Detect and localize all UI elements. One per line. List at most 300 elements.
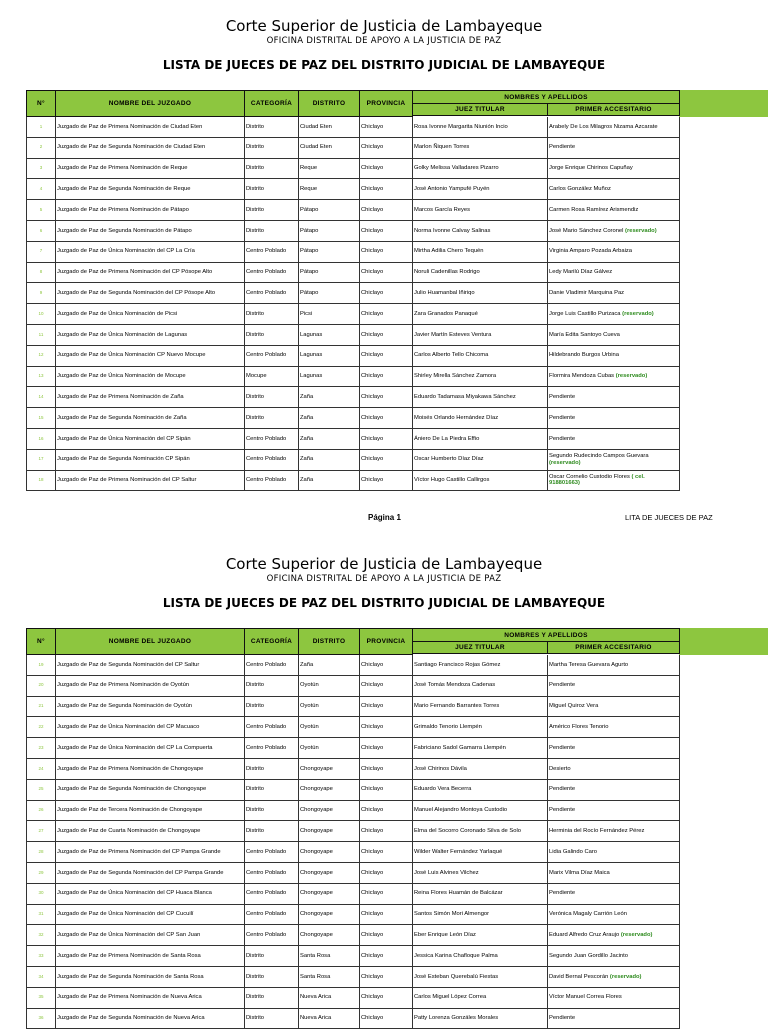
cell-number <box>26 842 56 863</box>
cell-district-text: Oyotún <box>300 703 319 710</box>
cell-court <box>55 471 245 492</box>
cell-district <box>298 450 360 471</box>
cell-category-text: Distrito <box>246 952 265 959</box>
cell-judge-text: José Tomás Mendoza Cadenas <box>414 682 496 689</box>
cell-accesitario <box>547 429 680 450</box>
cell-category-text: Distrito <box>246 703 265 710</box>
cell-court-text: Juzgado de Paz de Segunda Nominación de Nueva Arica <box>57 1015 205 1022</box>
cell-judge <box>412 738 548 759</box>
cell-judge-text: José Chirinos Dávila <box>414 765 467 772</box>
cell-number <box>26 346 56 367</box>
cell-judge-text: Reina Flores Huamán de Balcázar <box>414 890 503 897</box>
cell-category-text: Distrito <box>246 828 265 835</box>
cell-province-text: Chiclayo <box>361 828 384 835</box>
cell-number <box>26 925 56 946</box>
cell-court-text: Juzgado de Paz de Única Nominación del CP La Compuerta <box>57 744 213 751</box>
cell-district-text: Chongoyape <box>300 890 333 897</box>
cell-number-text: 32 <box>38 932 44 938</box>
cell-province <box>359 780 413 801</box>
cell-court <box>55 325 245 346</box>
cell-accesitario-text: Eduard Alfredo Cruz Araujo <box>549 932 620 939</box>
cell-province <box>359 408 413 429</box>
cell-accesitario <box>547 697 680 718</box>
col-province: PROVINCIA <box>359 90 413 117</box>
cell-court-text: Juzgado de Paz de Única Nominación del CP La Cría <box>57 248 195 255</box>
cell-category-text: Centro Poblado <box>246 477 287 484</box>
cell-court <box>55 925 245 946</box>
table-row <box>26 221 680 242</box>
cell-court-text: Juzgado de Paz de Primera Nominación del CP Pampa Grande <box>57 848 221 855</box>
cell-district-text: Oyotún <box>300 724 319 731</box>
table-row <box>26 367 680 388</box>
cell-accesitario-text: Oscar Cornelio Custodio Flores <box>549 473 630 480</box>
cell-accesitario <box>547 925 680 946</box>
cell-court <box>55 346 245 367</box>
cell-accesitario-text: Jorge Enrique Chirinos Capuñay <box>549 165 633 172</box>
cell-accesitario-text: Flormira Mendoza Cubas <box>549 373 615 380</box>
cell-number <box>26 408 56 429</box>
table-row <box>26 676 680 697</box>
cell-court-text: Juzgado de Paz de Segunda Nominación del CP Pósope Alto <box>57 290 216 297</box>
col-number: N° <box>26 628 56 655</box>
table-row <box>26 263 680 284</box>
cell-court <box>55 676 245 697</box>
cell-judge <box>412 905 548 926</box>
cell-province <box>359 325 413 346</box>
cell-province-text: Chiclayo <box>361 206 384 213</box>
cell-district-text: Oyotún <box>300 682 319 689</box>
cell-district <box>298 429 360 450</box>
cell-court <box>55 988 245 1009</box>
cell-court <box>55 159 245 180</box>
table-row <box>26 138 680 159</box>
cell-district-text: Lagunas <box>300 352 323 359</box>
cell-district-text: Ciudad Eten <box>300 144 332 151</box>
cell-category-text: Centro Poblado <box>246 744 287 751</box>
cell-court-text: Juzgado de Paz de Primera Nominación de Ciudad Eten <box>57 123 203 130</box>
header-band <box>679 628 768 655</box>
cell-accesitario-text: José Mario Sánchez Coronel <box>549 227 624 234</box>
cell-accesitario-text: Lidia Galindo Caro <box>549 848 598 855</box>
cell-number <box>26 179 56 200</box>
cell-province-text: Chiclayo <box>361 352 384 359</box>
reserved-note: (reservado) <box>608 973 642 980</box>
cell-district-text: Nueva Arica <box>300 1015 332 1022</box>
cell-judge-text: Carlos Miguel López Correa <box>414 994 487 1001</box>
cell-judge <box>412 242 548 263</box>
cell-number-text: 17 <box>38 456 44 462</box>
cell-number-text: 36 <box>38 1015 44 1021</box>
cell-province-text: Chiclayo <box>361 373 384 380</box>
cell-province <box>359 863 413 884</box>
table-row <box>26 304 680 325</box>
cell-number <box>26 821 56 842</box>
cell-accesitario-text: Segundo Rudecindo Campos Guevara <box>549 453 649 460</box>
table-row <box>26 655 680 676</box>
col-district: DISTRITO <box>298 628 360 655</box>
cell-category-text: Centro Poblado <box>246 269 287 276</box>
cell-judge-text: Marlon Ñiquen Torres <box>414 144 470 151</box>
cell-court-text: Juzgado de Paz de Única Nominación del CP Sipán <box>57 435 191 442</box>
cell-province <box>359 905 413 926</box>
cell-category <box>244 801 299 822</box>
cell-number-text: 21 <box>38 703 44 709</box>
cell-number <box>26 905 56 926</box>
cell-district <box>298 387 360 408</box>
cell-province <box>359 884 413 905</box>
cell-judge <box>412 304 548 325</box>
cell-judge-text: Patty Lorenza Gonzáles Morales <box>414 1015 499 1022</box>
cell-number <box>26 738 56 759</box>
cell-province-text: Chiclayo <box>361 661 384 668</box>
cell-court <box>55 780 245 801</box>
cell-province-text: Chiclayo <box>361 248 384 255</box>
cell-province-text: Chiclayo <box>361 724 384 731</box>
cell-accesitario <box>547 946 680 967</box>
cell-district-text: Zaña <box>300 661 314 668</box>
cell-court <box>55 655 245 676</box>
cell-district-text: Nueva Arica <box>300 994 332 1001</box>
cell-district <box>298 967 360 988</box>
cell-district <box>298 408 360 429</box>
cell-court <box>55 138 245 159</box>
cell-province <box>359 821 413 842</box>
cell-judge <box>412 200 548 221</box>
cell-category-text: Distrito <box>246 414 265 421</box>
cell-court <box>55 738 245 759</box>
cell-province-text: Chiclayo <box>361 869 384 876</box>
cell-court <box>55 884 245 905</box>
cell-accesitario <box>547 759 680 780</box>
cell-court-text: Juzgado de Paz de Segunda Nominación del CP Pampa Grande <box>57 869 224 876</box>
cell-court-text: Juzgado de Paz de Primera Nominación del CP Pósope Alto <box>57 269 213 276</box>
cell-accesitario-text: María Edita Santoyo Cueva <box>549 331 620 338</box>
cell-category <box>244 387 299 408</box>
cell-district-text: Pátapo <box>300 248 319 255</box>
cell-number-text: 11 <box>38 331 44 337</box>
table-row <box>26 408 680 429</box>
cell-province <box>359 471 413 492</box>
cell-number-text: 10 <box>38 310 44 316</box>
cell-judge-text: Eduardo Vera Becerra <box>414 786 472 793</box>
cell-district-text: Ciudad Eten <box>300 123 332 130</box>
cell-court-text: Juzgado de Paz de Segunda Nominación de Reque <box>57 186 191 193</box>
cell-district <box>298 946 360 967</box>
table-row <box>26 387 680 408</box>
cell-number <box>26 117 56 138</box>
col-judge: JUEZ TITULAR <box>412 103 548 116</box>
cell-category <box>244 988 299 1009</box>
cell-number-text: 19 <box>38 661 44 667</box>
table-row <box>26 346 680 367</box>
cell-district <box>298 988 360 1009</box>
header-band <box>679 90 768 117</box>
cell-court-text: Juzgado de Paz de Única Nominación de Picsi <box>57 310 178 317</box>
cell-province <box>359 967 413 988</box>
cell-court <box>55 697 245 718</box>
cell-category-text: Centro Poblado <box>246 890 287 897</box>
cell-district-text: Chongoyape <box>300 932 333 939</box>
table-row <box>26 946 680 967</box>
table-row <box>26 179 680 200</box>
cell-province-text: Chiclayo <box>361 435 384 442</box>
cell-category <box>244 304 299 325</box>
cell-district-text: Lagunas <box>300 331 323 338</box>
cell-district-text: Oyotún <box>300 744 319 751</box>
cell-judge <box>412 117 548 138</box>
cell-judge <box>412 925 548 946</box>
cell-category <box>244 242 299 263</box>
cell-court <box>55 801 245 822</box>
cell-accesitario-text: Hildebrando Burgos Urbina <box>549 352 619 359</box>
cell-district <box>298 242 360 263</box>
cell-district <box>298 304 360 325</box>
col-category: CATEGORÍA <box>244 90 299 117</box>
cell-court <box>55 905 245 926</box>
col-names: NOMBRES Y APELLIDOS <box>412 90 680 103</box>
cell-category <box>244 138 299 159</box>
cell-category-text: Distrito <box>246 165 265 172</box>
cell-judge-text: Grimaldo Tenorio Llempén <box>414 724 482 731</box>
cell-province-text: Chiclayo <box>361 703 384 710</box>
cell-district-text: Zaña <box>300 394 314 401</box>
cell-district <box>298 1009 360 1029</box>
cell-category-text: Distrito <box>246 786 265 793</box>
cell-district-text: Chongoyape <box>300 807 333 814</box>
cell-district-text: Santa Rosa <box>300 952 331 959</box>
cell-number <box>26 1009 56 1029</box>
cell-accesitario <box>547 367 680 388</box>
cell-category <box>244 117 299 138</box>
cell-category-text: Centro Poblado <box>246 911 287 918</box>
cell-category-text: Centro Poblado <box>246 435 287 442</box>
cell-accesitario-text: Marix Vilma Díaz Maica <box>549 869 610 876</box>
cell-judge-text: Eduardo Tadamasa Miyakawa Sánchez <box>414 394 516 401</box>
cell-accesitario-text: Pendiente <box>549 435 576 442</box>
col-province: PROVINCIA <box>359 628 413 655</box>
cell-province <box>359 1009 413 1029</box>
list-title: LISTA DE JUECES DE PAZ DEL DISTRITO JUDICIAL DE LAMBAYEQUE <box>162 58 606 72</box>
cell-judge <box>412 946 548 967</box>
cell-number <box>26 200 56 221</box>
cell-district-text: Picsi <box>300 310 313 317</box>
reserved-note: (reservado) <box>549 459 581 466</box>
cell-province-text: Chiclayo <box>361 744 384 751</box>
cell-province <box>359 738 413 759</box>
cell-court-text: Juzgado de Paz de Única Nominación de Lagunas <box>57 331 188 338</box>
cell-province-text: Chiclayo <box>361 414 384 421</box>
cell-province <box>359 367 413 388</box>
cell-province-text: Chiclayo <box>361 994 384 1001</box>
table-row <box>26 967 680 988</box>
list-title: LISTA DE JUECES DE PAZ DEL DISTRITO JUDICIAL DE LAMBAYEQUE <box>162 596 606 610</box>
cell-province-text: Chiclayo <box>361 394 384 401</box>
cell-number <box>26 717 56 738</box>
cell-province <box>359 801 413 822</box>
cell-category-text: Centro Poblado <box>246 848 287 855</box>
cell-number-text: 13 <box>38 373 44 379</box>
cell-province-text: Chiclayo <box>361 952 384 959</box>
cell-district <box>298 842 360 863</box>
cell-court <box>55 842 245 863</box>
cell-number <box>26 967 56 988</box>
court-title: Corte Superior de Justicia de Lambayeque <box>225 17 543 35</box>
cell-accesitario-text: Pendiente <box>549 394 576 401</box>
cell-category <box>244 842 299 863</box>
cell-court-text: Juzgado de Paz de Primera Nominación de Chongoyape <box>57 765 204 772</box>
cell-judge <box>412 138 548 159</box>
cell-court-text: Juzgado de Paz de Primera Nominación de Santa Rosa <box>57 952 201 959</box>
cell-accesitario <box>547 676 680 697</box>
cell-province-text: Chiclayo <box>361 290 384 297</box>
table-row <box>26 717 680 738</box>
cell-accesitario <box>547 988 680 1009</box>
cell-category-text: Centro Poblado <box>246 456 287 463</box>
cell-province <box>359 988 413 1009</box>
cell-court <box>55 304 245 325</box>
cell-province-text: Chiclayo <box>361 1015 384 1022</box>
cell-court <box>55 200 245 221</box>
cell-category-text: Centro Poblado <box>246 661 287 668</box>
table-row <box>26 738 680 759</box>
cell-court <box>55 408 245 429</box>
cell-accesitario <box>547 408 680 429</box>
col-accesitario: PRIMER ACCESITARIO <box>547 103 680 116</box>
cell-accesitario-text: Arabely De Los Milagros Nizama Azcarate <box>549 123 658 130</box>
cell-category <box>244 925 299 946</box>
cell-province <box>359 263 413 284</box>
cell-category-text: Distrito <box>246 807 265 814</box>
cell-province <box>359 697 413 718</box>
cell-accesitario <box>547 263 680 284</box>
cell-district <box>298 905 360 926</box>
cell-district-text: Pátapo <box>300 269 319 276</box>
cell-accesitario <box>547 325 680 346</box>
cell-province <box>359 842 413 863</box>
cell-court-text: Juzgado de Paz de Primera Nominación de Reque <box>57 165 188 172</box>
cell-province-text: Chiclayo <box>361 310 384 317</box>
cell-accesitario <box>547 801 680 822</box>
col-court: NOMBRE DEL JUZGADO <box>55 90 245 117</box>
cell-category-text: Distrito <box>246 682 265 689</box>
cell-court-text: Juzgado de Paz de Primera Nominación de Pátapo <box>57 206 189 213</box>
cell-category <box>244 263 299 284</box>
col-judge: JUEZ TITULAR <box>412 641 548 654</box>
cell-number <box>26 221 56 242</box>
cell-judge <box>412 988 548 1009</box>
cell-number-text: 27 <box>38 828 44 834</box>
cell-number <box>26 283 56 304</box>
cell-number-text: 30 <box>38 890 44 896</box>
cell-accesitario-text: Miguel Quiroz Vera <box>549 703 599 710</box>
cell-district-text: Chongoyape <box>300 765 333 772</box>
cell-province <box>359 179 413 200</box>
cell-province-text: Chiclayo <box>361 911 384 918</box>
table-row <box>26 471 680 492</box>
cell-number-text: 28 <box>38 848 44 854</box>
cell-district <box>298 676 360 697</box>
table-row <box>26 200 680 221</box>
cell-category <box>244 179 299 200</box>
cell-court <box>55 1009 245 1029</box>
cell-number <box>26 759 56 780</box>
cell-category <box>244 221 299 242</box>
cell-accesitario-text: Américo Flores Tenorio <box>549 724 609 731</box>
cell-district-text: Zaña <box>300 477 314 484</box>
cell-category <box>244 780 299 801</box>
cell-accesitario-text: Danie Vladimir Marquina Paz <box>549 290 625 297</box>
cell-number-text: 26 <box>38 807 44 813</box>
cell-accesitario-text: Verónica Magaly Carrión León <box>549 911 627 918</box>
cell-number-text: 12 <box>38 352 44 358</box>
cell-district <box>298 697 360 718</box>
cell-province-text: Chiclayo <box>361 786 384 793</box>
office-subtitle: OFICINA DISTRITAL DE APOYO A LA JUSTICIA DE PAZ <box>266 36 502 46</box>
cell-number <box>26 780 56 801</box>
cell-category-text: Distrito <box>246 394 265 401</box>
cell-court-text: Juzgado de Paz de Primera Nominación de Oyotún <box>57 682 190 689</box>
cell-accesitario-text: Jorge Luis Castillo Purizaca <box>549 310 621 317</box>
cell-court <box>55 946 245 967</box>
cell-province <box>359 200 413 221</box>
cell-province-text: Chiclayo <box>361 456 384 463</box>
court-title: Corte Superior de Justicia de Lambayeque <box>225 555 543 573</box>
cell-court <box>55 863 245 884</box>
table-row <box>26 1009 680 1029</box>
cell-accesitario-text: Ledy Marilú Díaz Gálvez <box>549 269 613 276</box>
cell-province <box>359 717 413 738</box>
cell-district <box>298 780 360 801</box>
cell-province <box>359 221 413 242</box>
cell-province-text: Chiclayo <box>361 186 384 193</box>
cell-category <box>244 283 299 304</box>
cell-category-text: Distrito <box>246 186 265 193</box>
cell-number-text: 3 <box>39 165 43 171</box>
cell-accesitario <box>547 717 680 738</box>
cell-district-text: Chongoyape <box>300 848 333 855</box>
cell-accesitario-text: Pendiente <box>549 414 576 421</box>
cell-judge <box>412 863 548 884</box>
cell-category <box>244 821 299 842</box>
cell-accesitario-text: Martha Teresa Guevara Agurto <box>549 661 629 668</box>
cell-number-text: 6 <box>39 227 43 233</box>
table-row <box>26 821 680 842</box>
cell-court <box>55 221 245 242</box>
cell-judge <box>412 450 548 471</box>
cell-judge-text: Rosa Ivonne Margarita Niunión Incio <box>414 123 508 130</box>
cell-accesitario-text: Carlos González Muñoz <box>549 186 611 193</box>
cell-accesitario <box>547 179 680 200</box>
cell-judge <box>412 717 548 738</box>
cell-number <box>26 801 56 822</box>
cell-category <box>244 738 299 759</box>
cell-district <box>298 346 360 367</box>
cell-number <box>26 884 56 905</box>
cell-district <box>298 367 360 388</box>
col-court: NOMBRE DEL JUZGADO <box>55 628 245 655</box>
cell-province <box>359 676 413 697</box>
cell-judge <box>412 780 548 801</box>
cell-district <box>298 117 360 138</box>
cell-accesitario <box>547 159 680 180</box>
cell-district-text: Zaña <box>300 435 314 442</box>
cell-judge-text: Oscar Humberto Díaz Díaz <box>414 456 484 463</box>
cell-accesitario <box>547 283 680 304</box>
cell-judge <box>412 346 548 367</box>
table-row <box>26 283 680 304</box>
cell-number-text: 25 <box>38 786 44 792</box>
cell-category <box>244 1009 299 1029</box>
